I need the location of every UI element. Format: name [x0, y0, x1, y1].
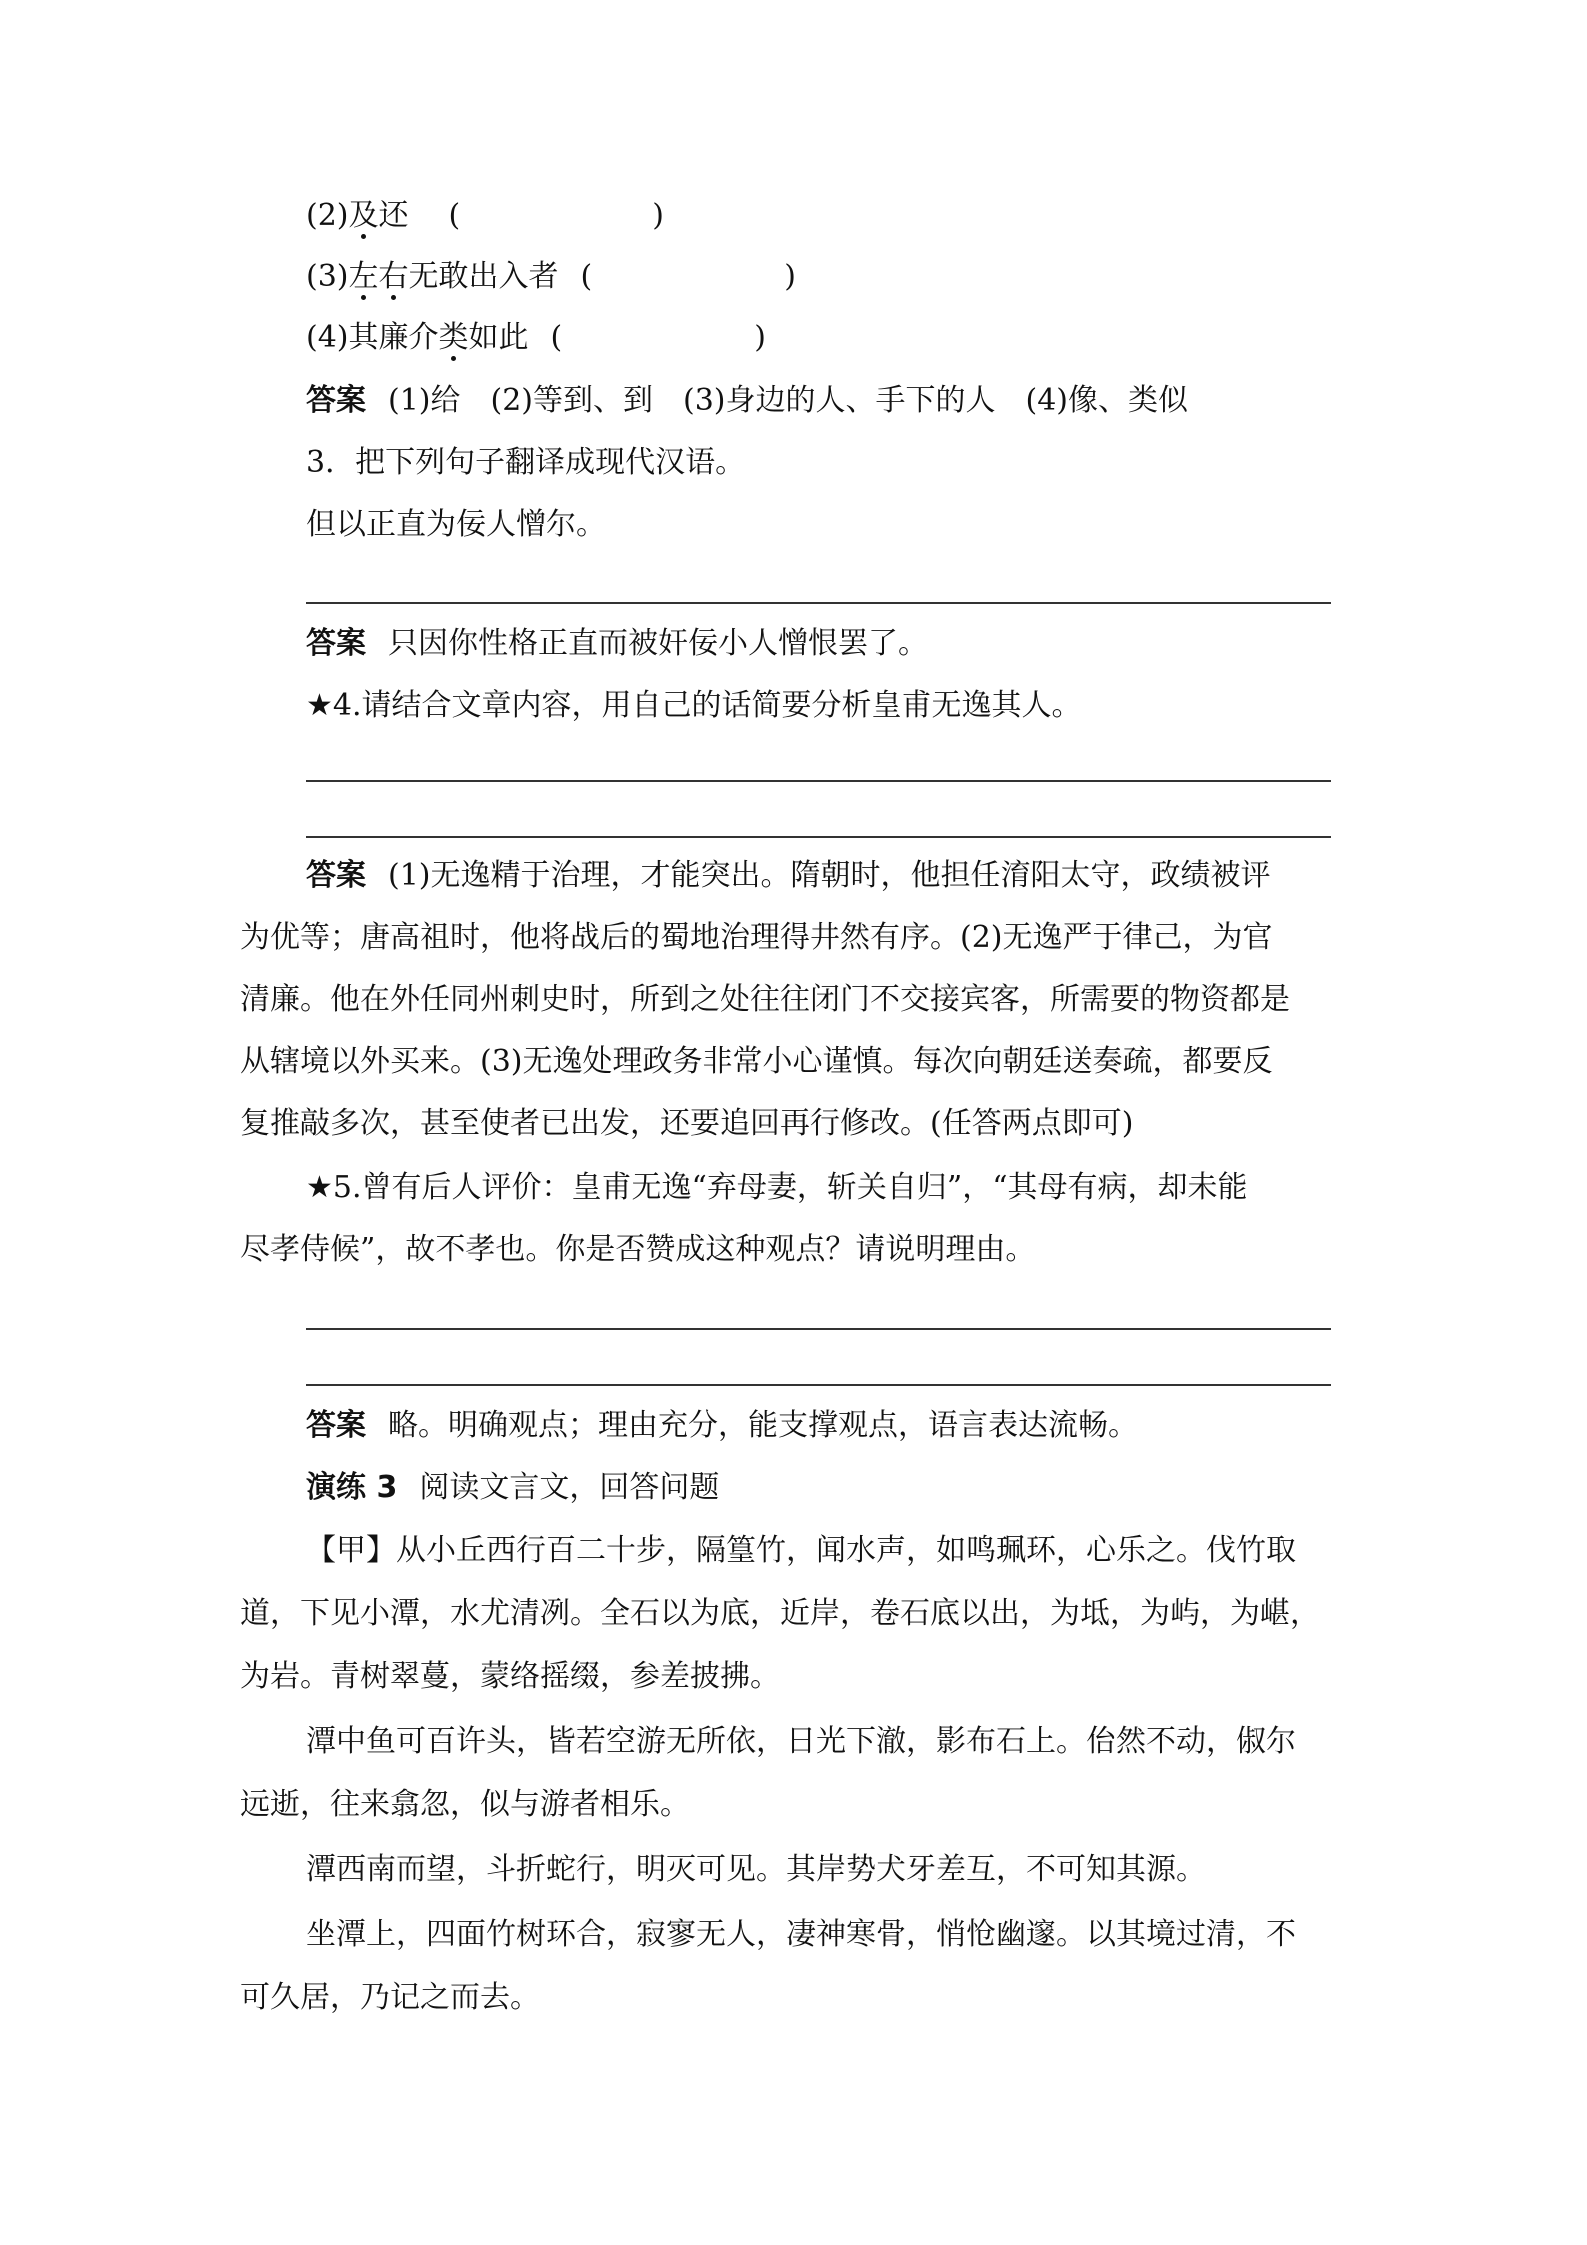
question-4: ★4.请结合文章内容，用自己的话简要分析皇甫无逸其人。: [306, 688, 1082, 723]
blank-close-paren: ): [652, 198, 664, 233]
passage-p1-line-1: 【甲】从小丘西行百二十步，隔篁竹，闻水声，如鸣珮环，心乐之。伐竹取: [306, 1533, 1296, 1568]
blank-open-paren: (: [580, 259, 593, 294]
star-icon: ★: [306, 688, 333, 723]
vocab-item-3: (3)左右无敢出入者 ( ): [306, 259, 796, 294]
question-5-line-2: 尽孝侍候”，故不孝也。你是否赞成这种观点？请说明理由。: [240, 1232, 1036, 1267]
passage-p4-line-1: 坐潭上，四面竹树环合，寂寥无人，凄神寒骨，悄怆幽邃。以其境过清，不: [306, 1917, 1296, 1952]
answer-5: 答案 略。明确观点；理由充分，能支撑观点，语言表达流畅。: [306, 1408, 1138, 1443]
drill-heading: [306, 1468, 719, 1508]
star-icon: ★: [306, 1170, 333, 1205]
blank-open-paren: (: [448, 198, 461, 233]
emphasis-char: 及: [348, 198, 379, 233]
answer-2: 答案 (1)给 (2)等到、到 (3)身边的人、手下的人 (4)像、类似: [306, 383, 1188, 418]
passage-p3-line-1: 潭西南而望，斗折蛇行，明灭可见。其岸势犬牙差互，不可知其源。: [306, 1852, 1206, 1887]
emphasis-char: 类: [438, 320, 469, 355]
answer-4-line-5: 复推敲多次，甚至使者已出发，还要追回再行修改。(任答两点即可): [240, 1106, 1134, 1141]
drill-title: 阅读文言文，回答问题: [419, 1470, 720, 1505]
answer-line: [306, 1384, 1331, 1386]
answer-4-line-4: 从辖境以外买来。(3)无逸处理政务非常小心谨慎。每次向朝廷送奏疏，都要反: [240, 1044, 1273, 1079]
passage-p2-line-2: 远逝，往来翕忽，似与游者相乐。: [240, 1787, 690, 1822]
answer-line: [306, 1328, 1331, 1330]
passage-p1-line-2: 道，下见小潭，水尤清冽。全石以为底，近岸，卷石底以出，为坻，为屿，为嵁，: [240, 1596, 1320, 1631]
drill-label: 演练 3: [306, 1470, 398, 1505]
answer-label: 答案: [306, 858, 366, 893]
blank-close-paren: ): [784, 259, 796, 294]
answer-label: 答案: [306, 626, 366, 661]
question-3-sentence: 但以正直为佞人憎尔。: [306, 507, 606, 542]
answer-line: [306, 602, 1331, 604]
passage-p2-line-1: 潭中鱼可百许头，皆若空游无所依，日光下澈，影布石上。佁然不动，俶尔: [306, 1724, 1296, 1759]
blank-open-paren: (: [550, 320, 563, 355]
emphasis-char: 左: [348, 259, 379, 294]
answer-3: 答案 只因你性格正直而被奸佞小人憎恨罢了。: [306, 626, 928, 661]
question-5-line-1: ★5.曾有后人评价：皇甫无逸“弃母妻，斩关自归”，“其母有病，却未能: [306, 1170, 1248, 1205]
vocab-item-4: (4)其廉介类如此 ( ): [306, 320, 766, 355]
vocab-item-2: (2)及还 ( ): [306, 198, 664, 233]
emphasis-char: 右: [378, 259, 409, 294]
answer-label: 答案: [306, 383, 366, 418]
question-3-title: 3．把下列句子翻译成现代汉语。: [306, 445, 746, 480]
answer-4-line-3: 清廉。他在外任同州刺史时，所到之处往往闭门不交接宾客，所需要的物资都是: [240, 982, 1290, 1017]
blank-close-paren: ): [754, 320, 766, 355]
passage-p1-line-3: 为岩。青树翠蔓，蒙络摇缀，参差披拂。: [240, 1659, 780, 1694]
answer-line: [306, 836, 1331, 838]
passage-p4-line-2: 可久居，乃记之而去。: [240, 1980, 540, 2015]
answer-4-line-2: 为优等；唐高祖时，他将战后的蜀地治理得井然有序。(2)无逸严于律己，为官: [240, 920, 1273, 955]
answer-4-line-1: 答案 (1)无逸精于治理，才能突出。隋朝时，他担任淯阳太守，政绩被评: [306, 858, 1271, 893]
answer-label: 答案: [306, 1408, 366, 1443]
answer-line: [306, 780, 1331, 782]
